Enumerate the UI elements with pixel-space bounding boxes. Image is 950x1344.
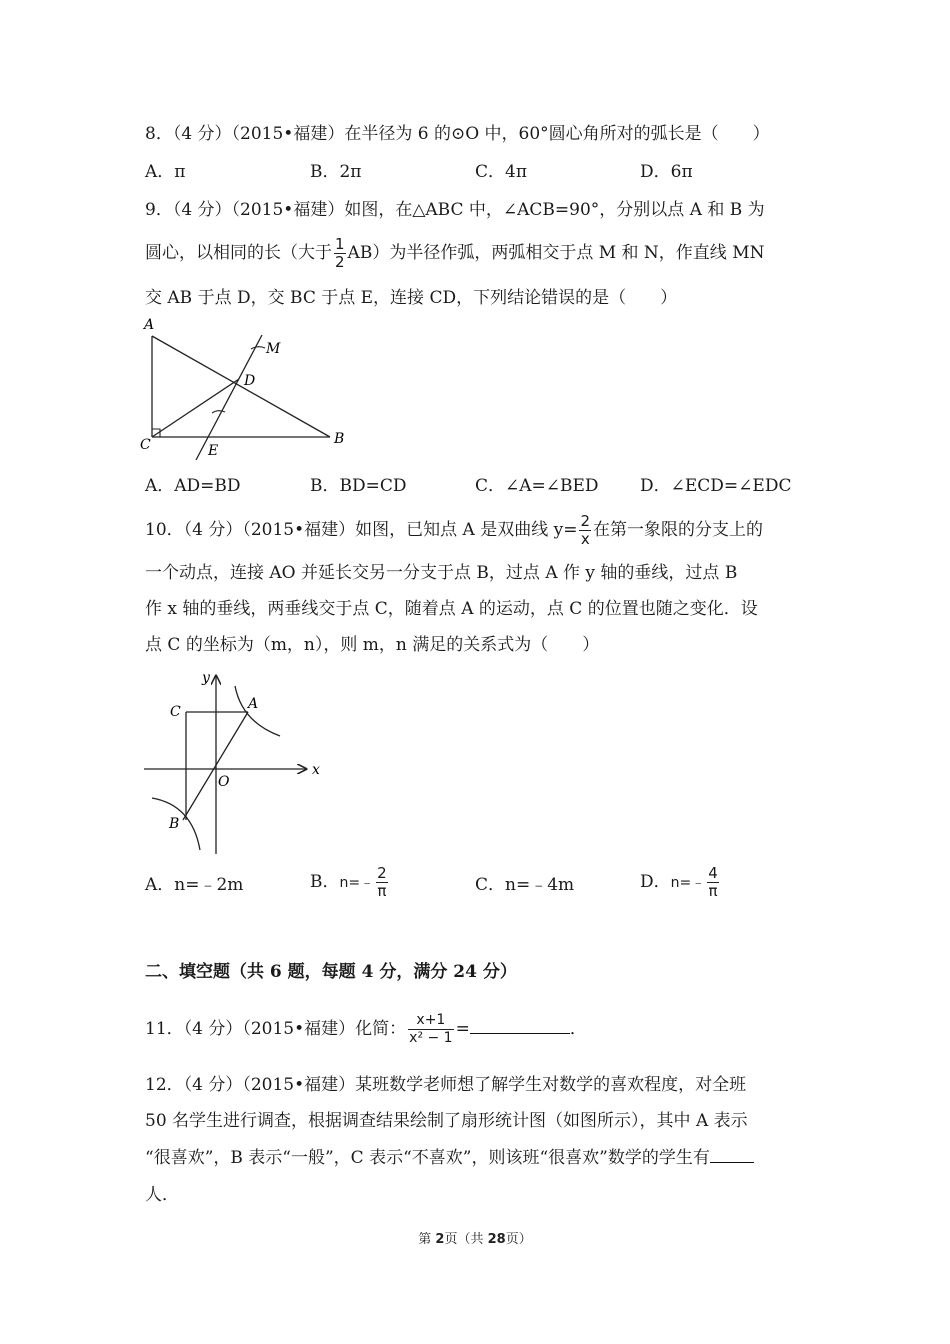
q10-label-x: x	[312, 762, 320, 778]
q11-end: ．	[569, 1019, 587, 1039]
q11-denominator: x² − 1	[409, 1030, 453, 1046]
q9-line2-post: AB）为半径作弧，两弧相交于点 M 和 N，作直线 MN	[347, 243, 765, 263]
q9-label-a: A	[144, 317, 155, 333]
q9-line3: 交 AB 于点 D，交 BC 于点 E，连接 CD，下列结论错误的是（ ）	[145, 288, 678, 308]
q10-option-b-fraction	[376, 865, 388, 900]
q9-segment-cd	[152, 379, 239, 437]
q9-fraction	[334, 236, 346, 271]
q12-line1: 12．（4 分）（2015•福建）某班数学老师想了解学生对数学的喜欢程度，对全班	[145, 1075, 747, 1095]
q10-option-a: A．n=﹣2m	[145, 875, 244, 895]
q12-line2: 50 名学生进行调查，根据调查结果绘制了扇形统计图（如图所示），其中 A 表示	[145, 1111, 748, 1131]
q10-option-d-fraction	[707, 865, 719, 900]
q8-option-b: B．2π	[310, 162, 362, 182]
q11-fraction	[408, 1012, 453, 1047]
q9-label-c: C	[140, 437, 151, 453]
q9-side-ab	[152, 336, 330, 437]
q10-label-o: O	[218, 774, 230, 790]
q9-label-d: D	[244, 373, 256, 389]
q10-option-d-expr: n=﹣	[670, 875, 706, 891]
q9-arc-mark-m	[251, 347, 265, 349]
q8-option-d: D．6π	[640, 162, 693, 182]
q9-frac-num: 1	[335, 235, 345, 253]
q10-option-d-prefix: D．	[640, 872, 671, 892]
page-footer	[0, 1228, 950, 1247]
q9-option-c: C．∠A=∠BED	[475, 476, 599, 496]
q10-option-b-num: 2	[377, 864, 387, 882]
q10-option-c: C．n=﹣4m	[475, 875, 575, 895]
q12-line3	[145, 1146, 754, 1170]
footer-page-number: 2	[435, 1232, 445, 1247]
q10-line1	[145, 513, 763, 548]
q9-figure	[138, 315, 353, 465]
q8-option-c: C．4π	[475, 162, 527, 182]
q10-option-b	[310, 865, 390, 900]
q10-option-d-num: 4	[708, 864, 718, 882]
footer-pre: 第	[418, 1232, 436, 1247]
q9-line2-pre: 圆心，以相同的长（大于	[145, 243, 332, 263]
q10-figure	[138, 668, 338, 858]
q10-option-b-den: π	[377, 882, 387, 900]
q12-line3-text: “很喜欢”，B 表示“一般”，C 表示“不喜欢”，则该班“很喜欢”数学的学生有	[145, 1148, 710, 1168]
footer-post: 页）	[505, 1232, 532, 1247]
q9-line2	[145, 236, 765, 271]
q11-line	[145, 1012, 587, 1047]
q9-option-d: D．∠ECD=∠EDC	[640, 476, 792, 496]
q9-frac-den: 2	[335, 253, 345, 271]
q11-prefix: 11．（4 分）（2015•福建）化简：	[145, 1019, 407, 1039]
q9-option-b: B．BD=CD	[310, 476, 407, 496]
q9-label-b: B	[334, 431, 345, 447]
q10-label-b: B	[169, 816, 180, 832]
q10-frac-num: 2	[580, 512, 591, 530]
q10-line2: 一个动点，连接 AO 并延长交另一分支于点 B，过点 A 作 y 轴的垂线，过点 B	[145, 563, 738, 583]
q10-option-d-den: π	[708, 882, 718, 900]
q10-label-c: C	[170, 704, 181, 720]
q10-fraction	[579, 513, 591, 548]
q9-line-mn	[196, 335, 262, 460]
q11-answer-blank[interactable]	[470, 1019, 570, 1034]
section-2-title: 二、填空题（共 6 题，每题 4 分，满分 24 分）	[145, 962, 517, 982]
q10-line3: 作 x 轴的垂线，两垂线交于点 C，随着点 A 的运动，点 C 的位置也随之变化．设	[145, 599, 758, 619]
q9-label-m: M	[266, 341, 281, 357]
q10-line1-post: 在第一象限的分支上的	[593, 520, 764, 540]
footer-mid: 页（共	[444, 1232, 488, 1247]
q12-answer-blank[interactable]	[710, 1148, 754, 1163]
q12-line4: 人．	[145, 1185, 179, 1205]
q10-label-y: y	[202, 670, 210, 686]
q8-option-a: A．π	[145, 162, 186, 182]
q9-arc-mark-n	[212, 411, 225, 413]
q10-option-b-expr: n=﹣	[339, 875, 375, 891]
q10-option-b-prefix: B．	[310, 872, 340, 892]
q9-line1: 9．（4 分）（2015•福建）如图，在△ABC 中，∠ACB=90°，分别以点 A 和 B 为	[145, 200, 765, 220]
q11-equals: =	[455, 1019, 470, 1039]
q9-label-e: E	[208, 443, 219, 459]
q10-option-d	[640, 865, 721, 900]
q10-line4: 点 C 的坐标为（m，n），则 m，n 满足的关系式为（ ）	[145, 635, 600, 655]
q10-label-a: A	[248, 696, 259, 712]
q10-frac-den: x	[580, 530, 590, 548]
q10-line1-pre: 10．（4 分）（2015•福建）如图，已知点 A 是双曲线 y=	[145, 520, 578, 540]
q9-option-a: A．AD=BD	[145, 476, 241, 496]
q8-stem: 8．（4 分）（2015•福建）在半径为 6 的⊙O 中，60°圆心角所对的弧长是（ ）	[145, 124, 770, 144]
q11-numerator: x+1	[408, 1012, 453, 1030]
footer-total-pages: 28	[487, 1232, 506, 1247]
